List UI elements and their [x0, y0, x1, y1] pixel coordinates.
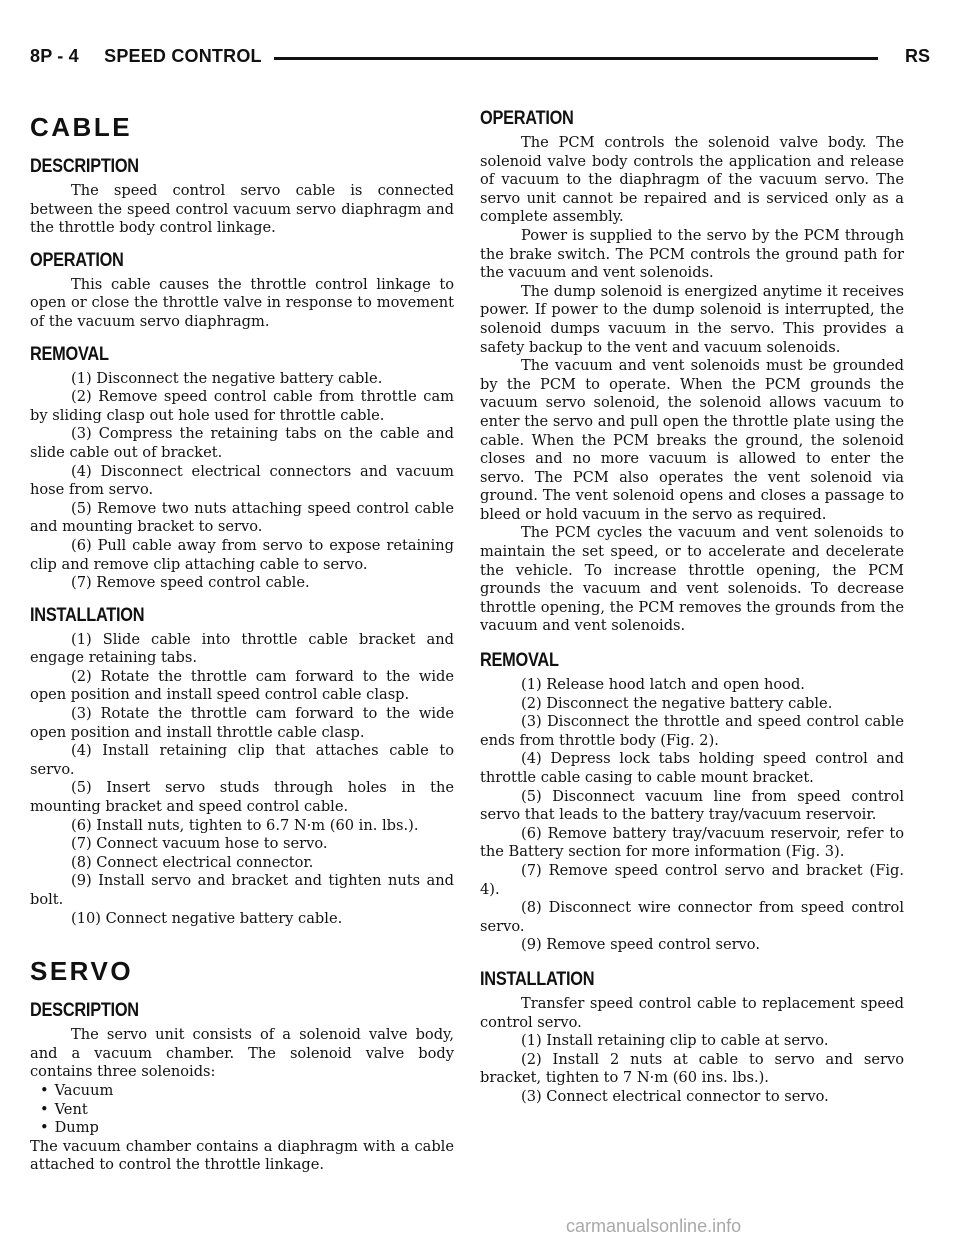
cable-removal-step: (4) Disconnect electrical connectors and vacuum hose from servo. [30, 462, 454, 499]
servo-operation-heading: OPERATION [480, 108, 574, 129]
bullet-glyph: • [40, 1119, 49, 1137]
header-rule [274, 57, 878, 60]
cable-removal-step: (7) Remove speed control cable. [71, 574, 310, 592]
cable-installation-step: (8) Connect electrical connector. [71, 853, 314, 871]
solenoid-name: Vent [54, 1100, 88, 1118]
servo-operation-paragraph: The dump solenoid is energized anytime it receives power. If power to the dump solenoid is interrupted, the solenoid dumps vacuum in the servo. This provides a safety backup to the vent and vacuum solenoids. [480, 282, 904, 356]
list-item [30, 1082, 454, 1101]
cable-installation-step: (4) Install retaining clip that attaches cable to servo. [30, 742, 454, 778]
cable-operation-heading: OPERATION [30, 249, 124, 271]
servo-removal-step: (3) Disconnect the throttle and speed control cable ends from throttle body (Fig. 2). [480, 713, 904, 749]
cable-heading: CABLE [30, 112, 133, 142]
left-column [30, 108, 454, 1175]
cable-installation-step: (9) Install servo and bracket and tighten nuts and bolt. [30, 872, 454, 908]
servo-installation-step: Transfer speed control cable to replacement speed control servo. [480, 994, 904, 1031]
solenoid-name: Vacuum [54, 1081, 114, 1099]
cable-removal-step: (5) Remove two nuts attaching speed control cable and mounting bracket to servo. [30, 499, 454, 536]
servo-installation-step: (2) Install 2 nuts at cable to servo and servo bracket, tighten to 7 N·m (60 ins. lbs.). [480, 1050, 904, 1087]
list-item [30, 1119, 454, 1138]
section-title: SPEED CONTROL [104, 46, 262, 66]
servo-removal-heading: REMOVAL [480, 650, 559, 672]
servo-operation-paragraph: Power is supplied to the servo by the PCM through the brake switch. The PCM controls the ground path for the vacuum and vent solenoids. [480, 226, 904, 282]
cable-installation-step: (1) Slide cable into throttle cable bracket and engage retaining tabs. [30, 630, 454, 667]
model-code: RS [904, 46, 930, 66]
servo-description-heading: DESCRIPTION [30, 1000, 139, 1022]
cable-installation-step: (5) Insert servo studs through holes in the mounting bracket and speed control cable. [30, 779, 454, 816]
page-header [30, 46, 930, 74]
solenoid-name: Dump [54, 1119, 99, 1137]
cable-description-text: The speed control servo cable is connected between the speed control vacuum servo diaphragm and the throttle body control linkage. [30, 182, 454, 237]
cable-installation-step: (7) Connect vacuum hose to servo. [71, 835, 328, 853]
cable-removal-step: (2) Remove speed control cable from throttle cam by sliding clasp out hole used for throttle cable. [30, 388, 454, 424]
cable-removal-heading: REMOVAL [30, 343, 109, 365]
list-item [30, 1101, 454, 1120]
servo-removal-step: (8) Disconnect wire connector from speed control servo. [480, 899, 904, 935]
cable-installation-step: (6) Install nuts, tighten to 6.7 N·m (60 in. lbs.). [71, 816, 419, 834]
header-left [30, 46, 262, 67]
cable-operation-text: This cable causes the throttle control linkage to open or close the throttle valve in response to movement of the vacuum servo diaphragm. [30, 275, 454, 330]
servo-installation-step: (1) Install retaining clip to cable at servo. [521, 1032, 829, 1050]
right-column [480, 108, 904, 1107]
servo-installation-step: (3) Connect electrical connector to servo. [521, 1087, 829, 1105]
servo-removal-step: (6) Remove battery tray/vacuum reservoir, refer to the Battery section for more information (Fig. 3). [480, 824, 904, 861]
servo-removal-step: (1) Release hood latch and open hood. [521, 676, 805, 694]
cable-installation-step: (3) Rotate the throttle cam forward to the wide open position and install throttle cable clasp. [30, 705, 454, 741]
servo-removal-step: (4) Depress lock tabs holding speed control and throttle cable casing to cable mount bracket. [480, 750, 904, 786]
cable-installation-step: (10) Connect negative battery cable. [71, 909, 343, 927]
servo-installation-heading: INSTALLATION [480, 968, 595, 990]
cable-installation-heading: INSTALLATION [30, 604, 145, 626]
servo-operation-paragraph: The vacuum and vent solenoids must be grounded by the PCM to operate. When the PCM grounds the vacuum servo solenoid, the solenoid allows vacuum to enter the servo and pull open the throttle plate using the cable. When the PCM breaks the ground, the solenoid closes and no more vacuum is allowed to enter the servo. The PCM also operates the vent solenoid via ground. The vent solenoid opens and closes a passage to bleed or hold vacuum in the servo as required. [480, 357, 904, 523]
cable-removal-step: (6) Pull cable away from servo to expose retaining clip and remove clip attaching cable to servo. [30, 536, 454, 573]
bullet-glyph: • [40, 1081, 49, 1099]
watermark: carmanualsonline.info [566, 1216, 742, 1236]
servo-removal-step: (7) Remove speed control servo and bracket (Fig. 4). [480, 861, 904, 898]
servo-removal-step: (5) Disconnect vacuum line from speed control servo that leads to the battery tray/vacuum reservoir. [480, 787, 904, 824]
cable-installation-step: (2) Rotate the throttle cam forward to the wide open position and install speed control cable clasp. [30, 667, 454, 704]
bullet-glyph: • [40, 1100, 49, 1118]
cable-removal-step: (1) Disconnect the negative battery cable. [71, 369, 383, 387]
page-number: 8P - 4 [30, 46, 79, 66]
servo-operation-paragraph: The PCM cycles the vacuum and vent solenoids to maintain the set speed, or to accelerate and decelerate the vehicle. To increase throttle opening, the PCM grounds the vacuum and vent solenoids. To decrease throttle opening, the PCM removes the grounds from the vacuum and vent solenoids. [480, 524, 904, 635]
cable-removal-step: (3) Compress the retaining tabs on the cable and slide cable out of bracket. [30, 425, 454, 461]
servo-operation-paragraph: The PCM controls the solenoid valve body. The solenoid valve body controls the application and release of vacuum to the diaphragm of the vacuum servo. The servo unit cannot be repaired and is serviced only as a complete assembly. [480, 134, 904, 226]
cable-description-heading: DESCRIPTION [30, 156, 139, 177]
servo-description-closing: The vacuum chamber contains a diaphragm with a cable attached to control the throttle linkage. [30, 1137, 454, 1174]
servo-removal-step: (2) Disconnect the negative battery cable. [521, 694, 833, 712]
servo-heading: SERVO [30, 956, 134, 987]
servo-description-text: The servo unit consists of a solenoid valve body, and a vacuum chamber. The solenoid valve body contains three solenoids: [30, 1026, 454, 1081]
servo-removal-step: (9) Remove speed control servo. [521, 936, 760, 954]
solenoid-list [30, 1082, 454, 1138]
